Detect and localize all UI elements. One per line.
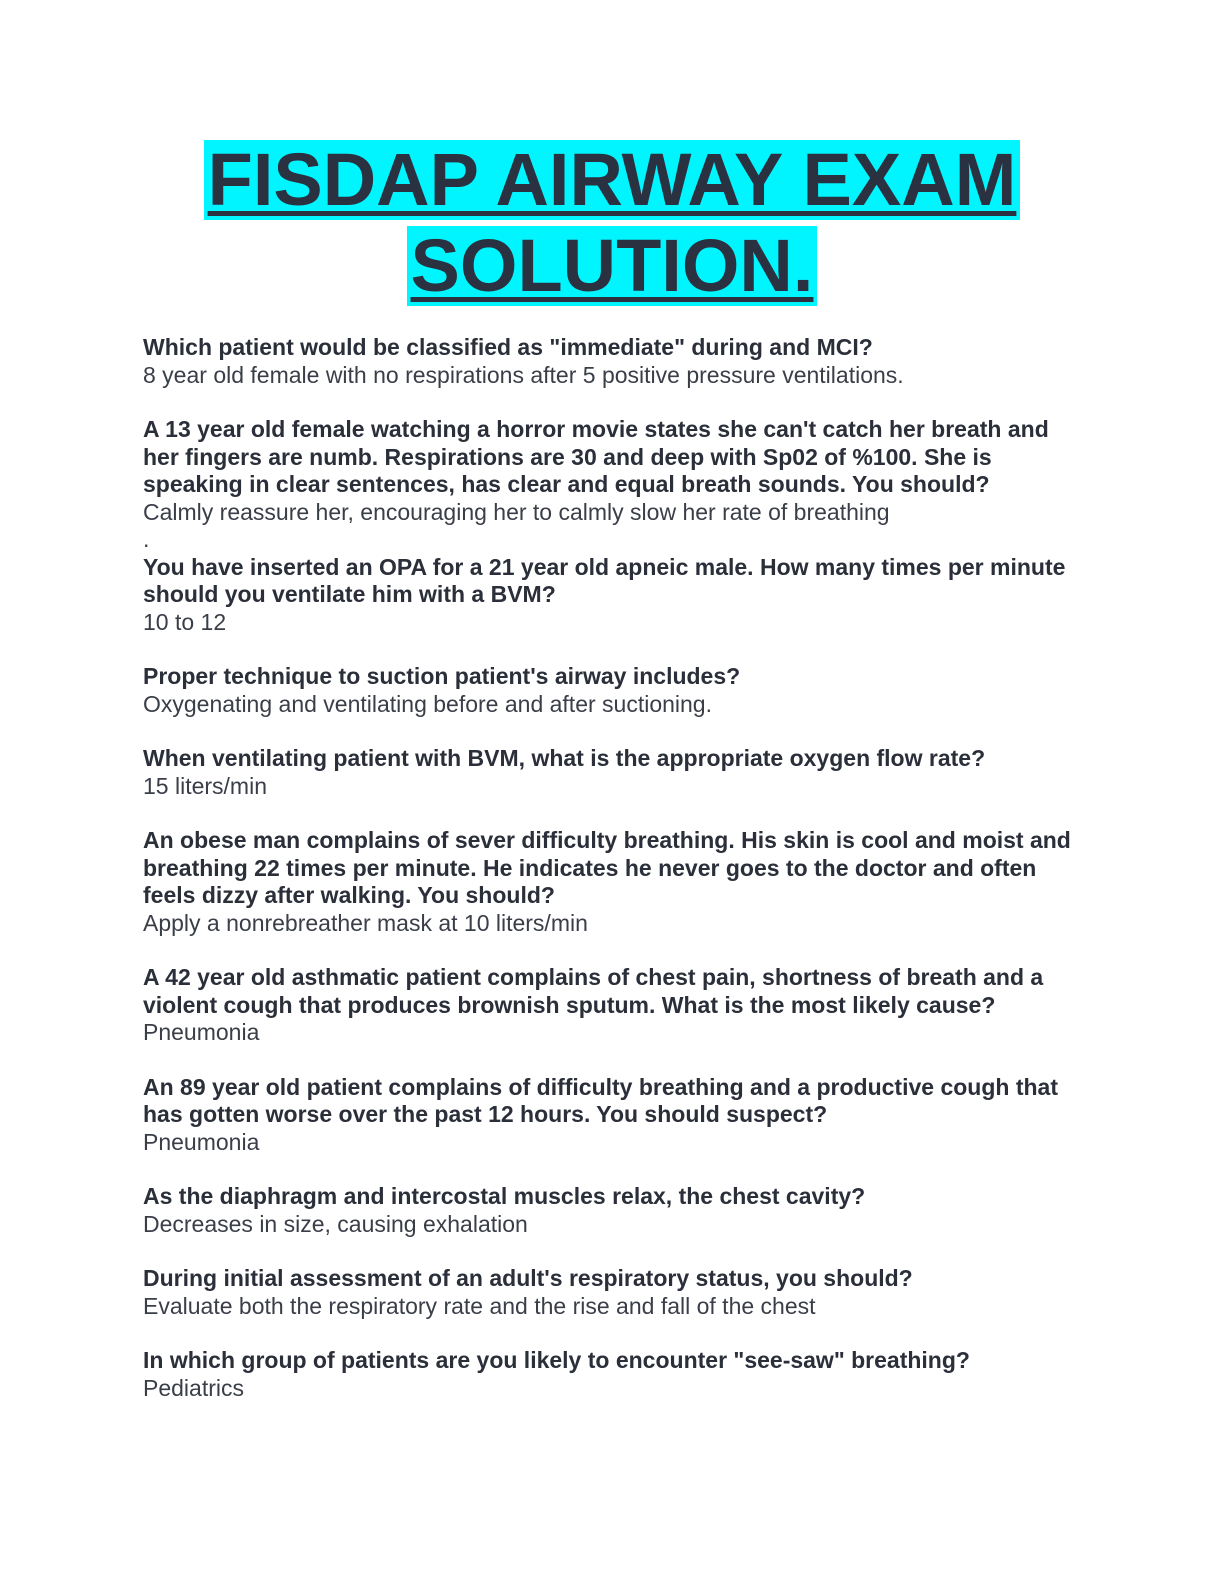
question: When ventilating patient with BVM, what is the appropriate oxygen flow rate?: [143, 745, 986, 771]
question: A 13 year old female watching a horror movie states she can't catch her breath and her fingers are numb. Respirations are 30 and deep with Sp02 of %100. She is speaking in clear sentences, has clear and equal breath sounds. You should?: [143, 416, 1049, 497]
qa-item: [143, 964, 1083, 1047]
answer: Apply a nonrebreather mask at 10 liters/min: [143, 909, 588, 936]
answer: Calmly reassure her, encouraging her to calmly slow her rate of breathing: [143, 498, 890, 525]
answer: Pneumonia: [143, 1019, 260, 1045]
question: In which group of patients are you likely to encounter "see-saw" breathing?: [143, 1347, 970, 1373]
qa-item: [143, 1074, 1083, 1157]
qa-item: [143, 334, 1083, 389]
question: Proper technique to suction patient's airway includes?: [143, 663, 741, 689]
question: You have inserted an OPA for a 21 year old apneic male. How many times per minute should you ventilate him with a BVM?: [143, 553, 1066, 607]
answer: 10 to 12: [143, 608, 227, 635]
trailing-dot: .: [143, 526, 150, 552]
title-line-1: FISDAP AIRWAY EXAM: [204, 140, 1021, 220]
qa-item: [143, 663, 1083, 718]
answer: Evaluate both the respiratory rate and the rise and fall of the chest: [143, 1292, 816, 1319]
qa-item: [143, 745, 1083, 800]
qa-list: [143, 334, 1083, 1429]
question: Which patient would be classified as "immediate" during and MCI?: [143, 334, 873, 360]
qa-item: [143, 554, 1083, 637]
question: An obese man complains of sever difficulty breathing. His skin is cool and moist and breathing 22 times per minute. He indicates he never goes to the doctor and often feels dizzy after walking. You should?: [143, 827, 1071, 908]
qa-item: [143, 1265, 1083, 1320]
document-title: [0, 140, 1224, 306]
question: A 42 year old asthmatic patient complains of chest pain, shortness of breath and a violent cough that produces brownish sputum. What is the most likely cause?: [143, 964, 1044, 1018]
answer: Oxygenating and ventilating before and after suctioning.: [143, 690, 712, 717]
question: An 89 year old patient complains of difficulty breathing and a productive cough that has gotten worse over the past 12 hours. You should suspect?: [143, 1073, 1058, 1127]
answer: Pediatrics: [143, 1374, 244, 1401]
question: As the diaphragm and intercostal muscles relax, the chest cavity?: [143, 1183, 866, 1209]
answer: 8 year old female with no respirations after 5 positive pressure ventilations.: [143, 361, 904, 388]
qa-item: [143, 827, 1083, 937]
answer: 15 liters/min: [143, 772, 267, 799]
title-line-2: SOLUTION.: [407, 226, 818, 306]
answer: Pneumonia: [143, 1128, 260, 1155]
question: During initial assessment of an adult's respiratory status, you should?: [143, 1265, 913, 1291]
qa-item: [143, 416, 1083, 554]
answer: Decreases in size, causing exhalation: [143, 1210, 528, 1237]
qa-item: [143, 1183, 1083, 1238]
qa-item: [143, 1347, 1083, 1402]
